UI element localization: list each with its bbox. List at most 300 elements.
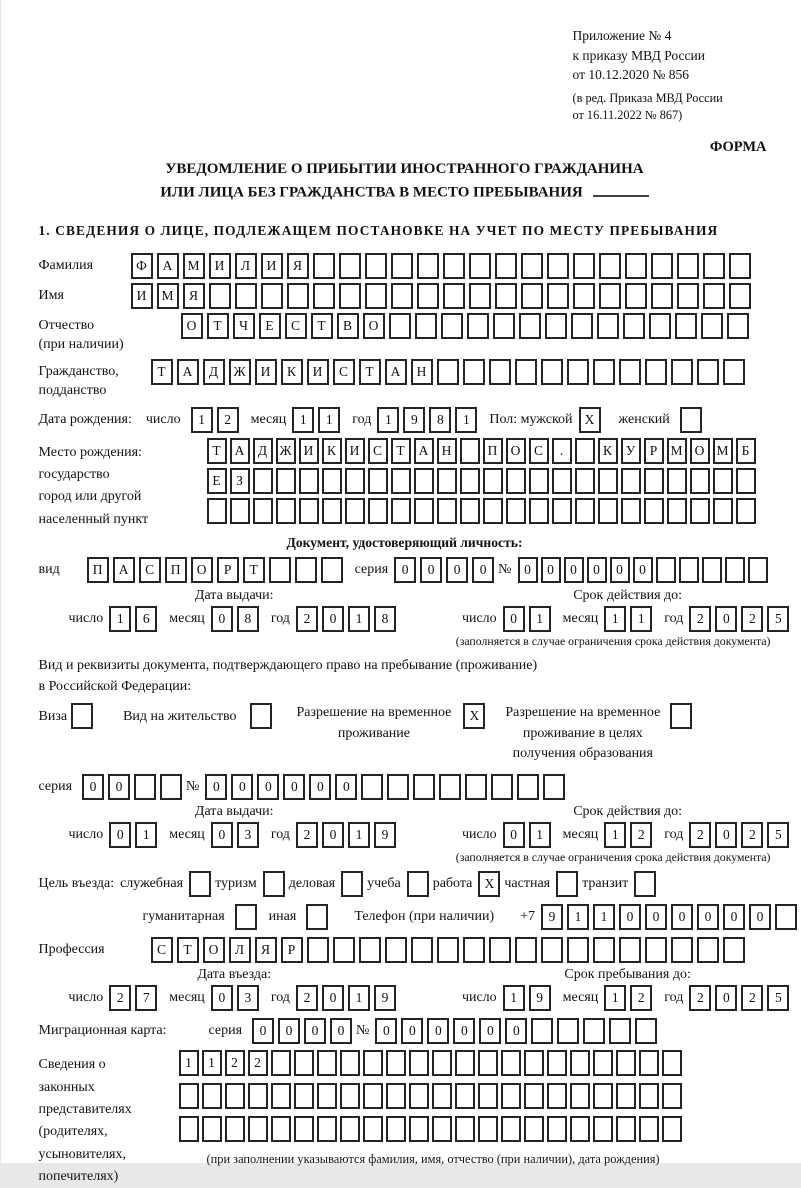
guardians-cell[interactable] (409, 1050, 429, 1076)
res-number-cell[interactable]: 0 (257, 774, 279, 800)
birthplace-cell[interactable] (437, 468, 457, 494)
guardians-cell[interactable] (409, 1083, 429, 1109)
surname-cell[interactable]: Л (235, 253, 257, 279)
patronymic-cell[interactable]: Ч (233, 313, 255, 339)
surname-cell[interactable]: А (157, 253, 179, 279)
purpose-transit-cell[interactable] (634, 871, 656, 897)
entry-day-cell[interactable]: 7 (135, 985, 157, 1011)
purpose-private-cell[interactable] (556, 871, 578, 897)
profession-cell[interactable]: О (203, 937, 225, 963)
citizenship-cell[interactable]: Д (203, 359, 225, 385)
given-name-cell[interactable] (469, 283, 491, 309)
doc-number-cell[interactable]: 0 (564, 557, 584, 583)
birthplace-cell[interactable]: С (368, 438, 388, 464)
guardians-cell[interactable] (340, 1083, 360, 1109)
surname-cell[interactable] (391, 253, 413, 279)
patronymic-cell[interactable] (623, 313, 645, 339)
birthplace-cell[interactable]: У (621, 438, 641, 464)
given-name-cell[interactable] (547, 283, 569, 309)
res-series-cell[interactable] (160, 774, 182, 800)
patronymic-cell[interactable]: В (337, 313, 359, 339)
mig-series-cell[interactable]: 0 (304, 1018, 326, 1044)
guardians-cell[interactable] (593, 1050, 613, 1076)
guardians-cell[interactable] (386, 1050, 406, 1076)
profession-cell[interactable] (385, 937, 407, 963)
profession-cell[interactable]: Я (255, 937, 277, 963)
profession-cell[interactable] (541, 937, 563, 963)
entry-year-cell[interactable]: 2 (296, 985, 318, 1011)
mig-series-cell[interactable]: 0 (278, 1018, 300, 1044)
guardians-cell[interactable] (271, 1116, 291, 1142)
birthplace-cell[interactable] (621, 498, 641, 524)
stay-year-cell[interactable]: 2 (689, 985, 711, 1011)
stay-year-cell[interactable]: 5 (767, 985, 789, 1011)
birthplace-cell[interactable] (322, 468, 342, 494)
res-valid-month-cell[interactable]: 2 (630, 822, 652, 848)
mig-number-cell[interactable] (583, 1018, 605, 1044)
given-name-cell[interactable] (651, 283, 673, 309)
guardians-cell[interactable] (317, 1116, 337, 1142)
mig-number-cell[interactable]: 0 (401, 1018, 423, 1044)
given-name-cell[interactable]: М (157, 283, 179, 309)
given-name-cell[interactable] (495, 283, 517, 309)
given-name-cell[interactable] (729, 283, 751, 309)
birth-year-cell[interactable]: 8 (429, 407, 451, 433)
birthplace-cell[interactable] (414, 498, 434, 524)
doc-series-cell[interactable]: 0 (394, 557, 416, 583)
citizenship-cell[interactable]: К (281, 359, 303, 385)
guardians-cell[interactable] (547, 1116, 567, 1142)
res-valid-year-cell[interactable]: 2 (741, 822, 763, 848)
birthplace-cell[interactable] (736, 468, 756, 494)
birth-month-cell[interactable]: 1 (318, 407, 340, 433)
doc-number-cell[interactable]: 0 (633, 557, 653, 583)
phone-cell[interactable]: 0 (619, 904, 641, 930)
mig-number-cell[interactable]: 0 (375, 1018, 397, 1044)
given-name-cell[interactable] (365, 283, 387, 309)
birth-year-cell[interactable]: 1 (455, 407, 477, 433)
purpose-business-cell[interactable] (341, 871, 363, 897)
sex-male-cell[interactable]: X (579, 407, 601, 433)
stay-year-cell[interactable]: 0 (715, 985, 737, 1011)
res-number-cell[interactable] (517, 774, 539, 800)
citizenship-cell[interactable] (645, 359, 667, 385)
id-issue-year-cell[interactable]: 1 (348, 606, 370, 632)
profession-cell[interactable] (333, 937, 355, 963)
patronymic-cell[interactable]: Е (259, 313, 281, 339)
phone-cell[interactable]: 0 (671, 904, 693, 930)
id-valid-year-cell[interactable]: 5 (767, 606, 789, 632)
birthplace-cell[interactable] (598, 498, 618, 524)
birthplace-cell[interactable] (276, 468, 296, 494)
birthplace-cell[interactable]: Б (736, 438, 756, 464)
purpose-official-cell[interactable] (189, 871, 211, 897)
birthplace-cell[interactable]: С (529, 438, 549, 464)
citizenship-cell[interactable] (723, 359, 745, 385)
id-valid-year-cell[interactable]: 2 (689, 606, 711, 632)
birthplace-cell[interactable] (736, 498, 756, 524)
citizenship-cell[interactable]: Т (151, 359, 173, 385)
doc-number-cell[interactable] (748, 557, 768, 583)
profession-cell[interactable] (515, 937, 537, 963)
given-name-cell[interactable] (677, 283, 699, 309)
birthplace-cell[interactable] (345, 468, 365, 494)
citizenship-cell[interactable] (567, 359, 589, 385)
birthplace-cell[interactable]: Ж (276, 438, 296, 464)
guardians-cell[interactable] (455, 1050, 475, 1076)
birthplace-cell[interactable] (460, 498, 480, 524)
guardians-cell[interactable] (639, 1116, 659, 1142)
surname-cell[interactable]: Я (287, 253, 309, 279)
birthplace-cell[interactable] (460, 468, 480, 494)
birthplace-cell[interactable] (598, 468, 618, 494)
birthplace-cell[interactable] (368, 468, 388, 494)
given-name-cell[interactable] (391, 283, 413, 309)
birthplace-cell[interactable]: П (483, 438, 503, 464)
doc-type-cell[interactable] (295, 557, 317, 583)
temp-residence-checkbox-cell[interactable]: X (463, 703, 485, 729)
guardians-cell[interactable] (639, 1050, 659, 1076)
given-name-cell[interactable]: И (131, 283, 153, 309)
entry-year-cell[interactable]: 9 (374, 985, 396, 1011)
citizenship-cell[interactable]: Т (359, 359, 381, 385)
given-name-cell[interactable] (573, 283, 595, 309)
birthplace-cell[interactable]: К (598, 438, 618, 464)
profession-cell[interactable]: С (151, 937, 173, 963)
guardians-cell[interactable] (225, 1116, 245, 1142)
res-number-cell[interactable]: 0 (309, 774, 331, 800)
guardians-cell[interactable]: 1 (179, 1050, 199, 1076)
profession-cell[interactable] (671, 937, 693, 963)
profession-cell[interactable] (593, 937, 615, 963)
profession-cell[interactable] (697, 937, 719, 963)
birthplace-cell[interactable] (299, 498, 319, 524)
birthplace-cell[interactable] (230, 498, 250, 524)
guardians-cell[interactable] (478, 1050, 498, 1076)
phone-cell[interactable] (775, 904, 797, 930)
patronymic-cell[interactable] (701, 313, 723, 339)
citizenship-cell[interactable]: А (177, 359, 199, 385)
res-issue-year-cell[interactable]: 1 (348, 822, 370, 848)
birthplace-cell[interactable] (575, 468, 595, 494)
birthplace-cell[interactable]: М (713, 438, 733, 464)
guardians-cell[interactable] (432, 1083, 452, 1109)
guardians-cell[interactable] (363, 1083, 383, 1109)
id-valid-day-cell[interactable]: 0 (503, 606, 525, 632)
guardians-cell[interactable]: 2 (248, 1050, 268, 1076)
birthplace-cell[interactable] (322, 498, 342, 524)
doc-type-cell[interactable]: П (87, 557, 109, 583)
res-issue-day-cell[interactable]: 1 (135, 822, 157, 848)
birth-day-cell[interactable]: 1 (191, 407, 213, 433)
doc-number-cell[interactable]: 0 (518, 557, 538, 583)
birthplace-cell[interactable]: А (230, 438, 250, 464)
profession-cell[interactable] (359, 937, 381, 963)
doc-type-cell[interactable]: С (139, 557, 161, 583)
id-issue-year-cell[interactable]: 8 (374, 606, 396, 632)
guardians-cell[interactable] (294, 1116, 314, 1142)
guardians-cell[interactable] (363, 1116, 383, 1142)
guardians-cell[interactable] (593, 1116, 613, 1142)
birthplace-cell[interactable]: Р (644, 438, 664, 464)
patronymic-cell[interactable] (441, 313, 463, 339)
res-number-cell[interactable]: 0 (231, 774, 253, 800)
citizenship-cell[interactable]: Ж (229, 359, 251, 385)
res-number-cell[interactable] (387, 774, 409, 800)
guardians-cell[interactable] (271, 1083, 291, 1109)
phone-cell[interactable]: 1 (593, 904, 615, 930)
citizenship-cell[interactable] (437, 359, 459, 385)
patronymic-cell[interactable] (597, 313, 619, 339)
surname-cell[interactable]: М (183, 253, 205, 279)
mig-number-cell[interactable] (531, 1018, 553, 1044)
doc-number-cell[interactable] (679, 557, 699, 583)
guardians-cell[interactable]: 1 (202, 1050, 222, 1076)
surname-cell[interactable]: Ф (131, 253, 153, 279)
id-issue-month-cell[interactable]: 0 (211, 606, 233, 632)
guardians-cell[interactable] (386, 1116, 406, 1142)
surname-cell[interactable] (573, 253, 595, 279)
birthplace-cell[interactable] (368, 498, 388, 524)
surname-cell[interactable] (313, 253, 335, 279)
entry-month-cell[interactable]: 0 (211, 985, 233, 1011)
given-name-cell[interactable] (261, 283, 283, 309)
guardians-cell[interactable] (570, 1050, 590, 1076)
id-valid-month-cell[interactable]: 1 (630, 606, 652, 632)
profession-cell[interactable]: Р (281, 937, 303, 963)
birthplace-cell[interactable] (414, 468, 434, 494)
phone-cell[interactable]: 0 (749, 904, 771, 930)
citizenship-cell[interactable] (463, 359, 485, 385)
patronymic-cell[interactable] (649, 313, 671, 339)
birthplace-cell[interactable] (253, 498, 273, 524)
res-valid-day-cell[interactable]: 1 (529, 822, 551, 848)
surname-cell[interactable] (703, 253, 725, 279)
guardians-cell[interactable] (179, 1083, 199, 1109)
guardians-cell[interactable] (524, 1116, 544, 1142)
birthplace-cell[interactable] (713, 468, 733, 494)
guardians-cell[interactable] (202, 1116, 222, 1142)
doc-number-cell[interactable]: 0 (610, 557, 630, 583)
citizenship-cell[interactable]: С (333, 359, 355, 385)
profession-cell[interactable] (411, 937, 433, 963)
guardians-cell[interactable] (294, 1050, 314, 1076)
profession-cell[interactable] (723, 937, 745, 963)
birthplace-cell[interactable] (690, 498, 710, 524)
res-number-cell[interactable] (413, 774, 435, 800)
given-name-cell[interactable] (313, 283, 335, 309)
id-issue-month-cell[interactable]: 8 (237, 606, 259, 632)
phone-cell[interactable]: 0 (723, 904, 745, 930)
res-valid-day-cell[interactable]: 0 (503, 822, 525, 848)
surname-cell[interactable] (599, 253, 621, 279)
guardians-cell[interactable] (340, 1116, 360, 1142)
patronymic-cell[interactable]: Т (311, 313, 333, 339)
res-issue-month-cell[interactable]: 0 (211, 822, 233, 848)
guardians-cell[interactable] (570, 1083, 590, 1109)
doc-number-cell[interactable] (702, 557, 722, 583)
res-number-cell[interactable]: 0 (335, 774, 357, 800)
birthplace-cell[interactable] (483, 498, 503, 524)
guardians-cell[interactable] (593, 1083, 613, 1109)
citizenship-cell[interactable]: И (255, 359, 277, 385)
guardians-cell[interactable] (225, 1083, 245, 1109)
patronymic-cell[interactable] (545, 313, 567, 339)
sex-female-cell[interactable] (680, 407, 702, 433)
phone-cell[interactable]: 9 (541, 904, 563, 930)
phone-cell[interactable]: 0 (697, 904, 719, 930)
surname-cell[interactable] (521, 253, 543, 279)
birthplace-cell[interactable] (391, 468, 411, 494)
patronymic-cell[interactable] (467, 313, 489, 339)
given-name-cell[interactable] (235, 283, 257, 309)
res-series-cell[interactable]: 0 (108, 774, 130, 800)
guardians-cell[interactable] (616, 1083, 636, 1109)
id-valid-day-cell[interactable]: 1 (529, 606, 551, 632)
guardians-cell[interactable] (317, 1083, 337, 1109)
guardians-cell[interactable] (294, 1083, 314, 1109)
res-series-cell[interactable]: 0 (82, 774, 104, 800)
birthplace-cell[interactable] (207, 498, 227, 524)
doc-number-cell[interactable]: 0 (587, 557, 607, 583)
patronymic-cell[interactable] (727, 313, 749, 339)
doc-type-cell[interactable]: О (191, 557, 213, 583)
birthplace-cell[interactable]: О (506, 438, 526, 464)
birthplace-cell[interactable]: К (322, 438, 342, 464)
guardians-cell[interactable] (547, 1050, 567, 1076)
doc-type-cell[interactable]: П (165, 557, 187, 583)
birthplace-cell[interactable] (391, 498, 411, 524)
res-valid-year-cell[interactable]: 5 (767, 822, 789, 848)
id-issue-day-cell[interactable]: 6 (135, 606, 157, 632)
res-issue-year-cell[interactable]: 2 (296, 822, 318, 848)
doc-number-cell[interactable]: 0 (541, 557, 561, 583)
guardians-cell[interactable] (432, 1116, 452, 1142)
guardians-cell[interactable] (547, 1083, 567, 1109)
guardians-cell[interactable] (639, 1083, 659, 1109)
res-number-cell[interactable] (465, 774, 487, 800)
purpose-work-cell[interactable]: X (478, 871, 500, 897)
mig-number-cell[interactable] (557, 1018, 579, 1044)
patronymic-cell[interactable] (675, 313, 697, 339)
birthplace-cell[interactable] (253, 468, 273, 494)
guardians-cell[interactable] (616, 1116, 636, 1142)
profession-cell[interactable] (645, 937, 667, 963)
birthplace-cell[interactable] (552, 498, 572, 524)
surname-cell[interactable] (625, 253, 647, 279)
profession-cell[interactable] (463, 937, 485, 963)
birthplace-cell[interactable]: Т (391, 438, 411, 464)
patronymic-cell[interactable]: Т (207, 313, 229, 339)
stay-month-cell[interactable]: 1 (604, 985, 626, 1011)
birth-year-cell[interactable]: 9 (403, 407, 425, 433)
birthplace-cell[interactable] (667, 468, 687, 494)
doc-type-cell[interactable]: Т (243, 557, 265, 583)
birth-year-cell[interactable]: 1 (377, 407, 399, 433)
guardians-cell[interactable] (409, 1116, 429, 1142)
guardians-cell[interactable] (662, 1116, 682, 1142)
patronymic-cell[interactable] (389, 313, 411, 339)
doc-type-cell[interactable] (321, 557, 343, 583)
birthplace-cell[interactable]: Т (207, 438, 227, 464)
mig-number-cell[interactable]: 0 (453, 1018, 475, 1044)
entry-month-cell[interactable]: 3 (237, 985, 259, 1011)
birthplace-cell[interactable] (345, 498, 365, 524)
surname-cell[interactable] (729, 253, 751, 279)
res-number-cell[interactable] (439, 774, 461, 800)
res-number-cell[interactable] (361, 774, 383, 800)
guardians-cell[interactable] (662, 1050, 682, 1076)
birthplace-cell[interactable] (644, 498, 664, 524)
citizenship-cell[interactable]: И (307, 359, 329, 385)
birthplace-cell[interactable]: Е (207, 468, 227, 494)
surname-cell[interactable] (443, 253, 465, 279)
mig-number-cell[interactable] (609, 1018, 631, 1044)
birthplace-cell[interactable] (644, 468, 664, 494)
birthplace-cell[interactable] (276, 498, 296, 524)
guardians-cell[interactable] (432, 1050, 452, 1076)
mig-number-cell[interactable] (635, 1018, 657, 1044)
temp-residence-edu-checkbox-cell[interactable] (670, 703, 692, 729)
id-issue-day-cell[interactable]: 1 (109, 606, 131, 632)
id-valid-year-cell[interactable]: 0 (715, 606, 737, 632)
surname-cell[interactable] (651, 253, 673, 279)
doc-series-cell[interactable]: 0 (472, 557, 494, 583)
birthplace-cell[interactable] (621, 468, 641, 494)
birthplace-cell[interactable] (575, 498, 595, 524)
given-name-cell[interactable] (521, 283, 543, 309)
surname-cell[interactable]: И (209, 253, 231, 279)
guardians-cell[interactable] (179, 1116, 199, 1142)
birthplace-cell[interactable] (529, 468, 549, 494)
profession-cell[interactable]: Т (177, 937, 199, 963)
patronymic-cell[interactable] (519, 313, 541, 339)
doc-type-cell[interactable] (269, 557, 291, 583)
citizenship-cell[interactable] (593, 359, 615, 385)
guardians-cell[interactable] (616, 1050, 636, 1076)
doc-series-cell[interactable]: 0 (446, 557, 468, 583)
patronymic-cell[interactable] (493, 313, 515, 339)
guardians-cell[interactable] (317, 1050, 337, 1076)
res-issue-day-cell[interactable]: 0 (109, 822, 131, 848)
citizenship-cell[interactable] (489, 359, 511, 385)
guardians-cell[interactable] (501, 1083, 521, 1109)
patronymic-cell[interactable]: С (285, 313, 307, 339)
res-issue-month-cell[interactable]: 3 (237, 822, 259, 848)
res-number-cell[interactable]: 0 (205, 774, 227, 800)
res-series-cell[interactable] (134, 774, 156, 800)
purpose-other-cell[interactable] (306, 904, 328, 930)
given-name-cell[interactable] (703, 283, 725, 309)
birthplace-cell[interactable]: И (345, 438, 365, 464)
guardians-cell[interactable] (386, 1083, 406, 1109)
guardians-cell[interactable] (202, 1083, 222, 1109)
birthplace-cell[interactable] (552, 468, 572, 494)
mig-number-cell[interactable]: 0 (479, 1018, 501, 1044)
given-name-cell[interactable] (599, 283, 621, 309)
birthplace-cell[interactable]: Д (253, 438, 273, 464)
guardians-cell[interactable] (501, 1050, 521, 1076)
guardians-cell[interactable] (524, 1050, 544, 1076)
birthplace-cell[interactable] (506, 468, 526, 494)
purpose-tourism-cell[interactable] (263, 871, 285, 897)
stay-day-cell[interactable]: 9 (529, 985, 551, 1011)
entry-day-cell[interactable]: 2 (109, 985, 131, 1011)
res-number-cell[interactable]: 0 (283, 774, 305, 800)
doc-series-cell[interactable]: 0 (420, 557, 442, 583)
given-name-cell[interactable] (443, 283, 465, 309)
birthplace-cell[interactable] (690, 468, 710, 494)
